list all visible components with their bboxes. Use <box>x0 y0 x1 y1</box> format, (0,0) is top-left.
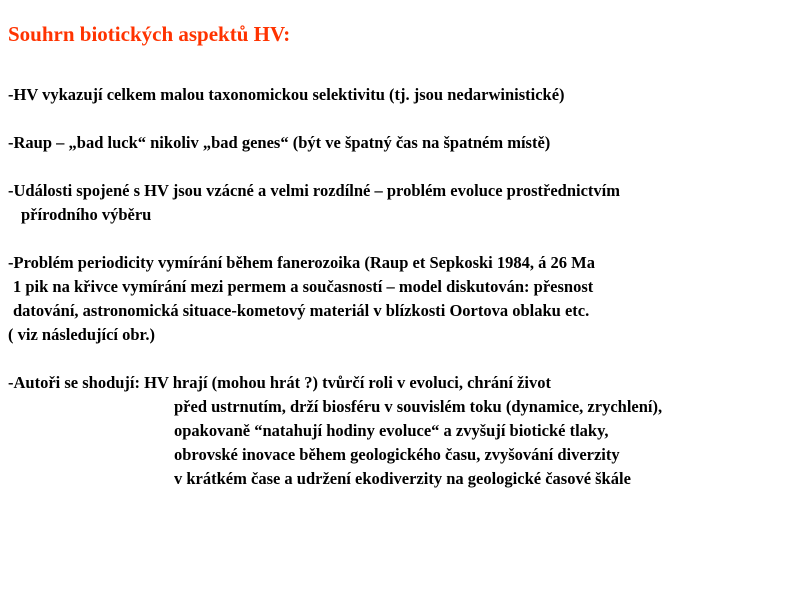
paragraph-events-line-1: -Události spojené s HV jsou vzácné a velmi rozdílné – problém evoluce prostřednictvím <box>8 181 620 200</box>
paragraph-periodicity-line-2: 1 pik na křivce vymírání mezi permem a současností – model diskutován: přesnost <box>13 277 594 296</box>
paragraph-authors-line-5: v krátkém čase a udržení ekodiverzity na geologické časové škále <box>174 469 631 488</box>
paragraph-periodicity-line-3: datování, astronomická situace-kometový materiál v blízkosti Oortova oblaku etc. <box>13 301 590 320</box>
paragraph-taxonomic-selectivity: -HV vykazují celkem malou taxonomickou selektivitu (tj. jsou nedarwinistické) <box>8 85 565 104</box>
slide-title: Souhrn biotických aspektů HV: <box>8 22 291 46</box>
paragraph-events-line-2: přírodního výběru <box>21 205 152 224</box>
paragraph-authors-line-4: obrovské inovace během geologického času, zvyšování diverzity <box>174 445 620 464</box>
paragraph-raup-bad-luck: -Raup – „bad luck“ nikoliv „bad genes“ (být ve špatný čas na špatném místě) <box>8 133 551 152</box>
paragraph-periodicity-line-1: -Problém periodicity vymírání během fanerozoika (Raup et Sepkoski 1984, á 26 Ma <box>8 253 595 272</box>
paragraph-authors-line-1: -Autoři se shodují: HV hrají (mohou hrát ?) tvůrčí roli v evoluci, chrání život <box>8 373 551 392</box>
paragraph-authors-line-3: opakovaně “natahují hodiny evoluce“ a zvyšují biotické tlaky, <box>174 421 609 440</box>
paragraph-authors-line-2: před ustrnutím, drží biosféru v souvislém toku (dynamice, zrychlení), <box>174 397 663 416</box>
paragraph-periodicity-line-4: ( viz následující obr.) <box>8 325 155 344</box>
